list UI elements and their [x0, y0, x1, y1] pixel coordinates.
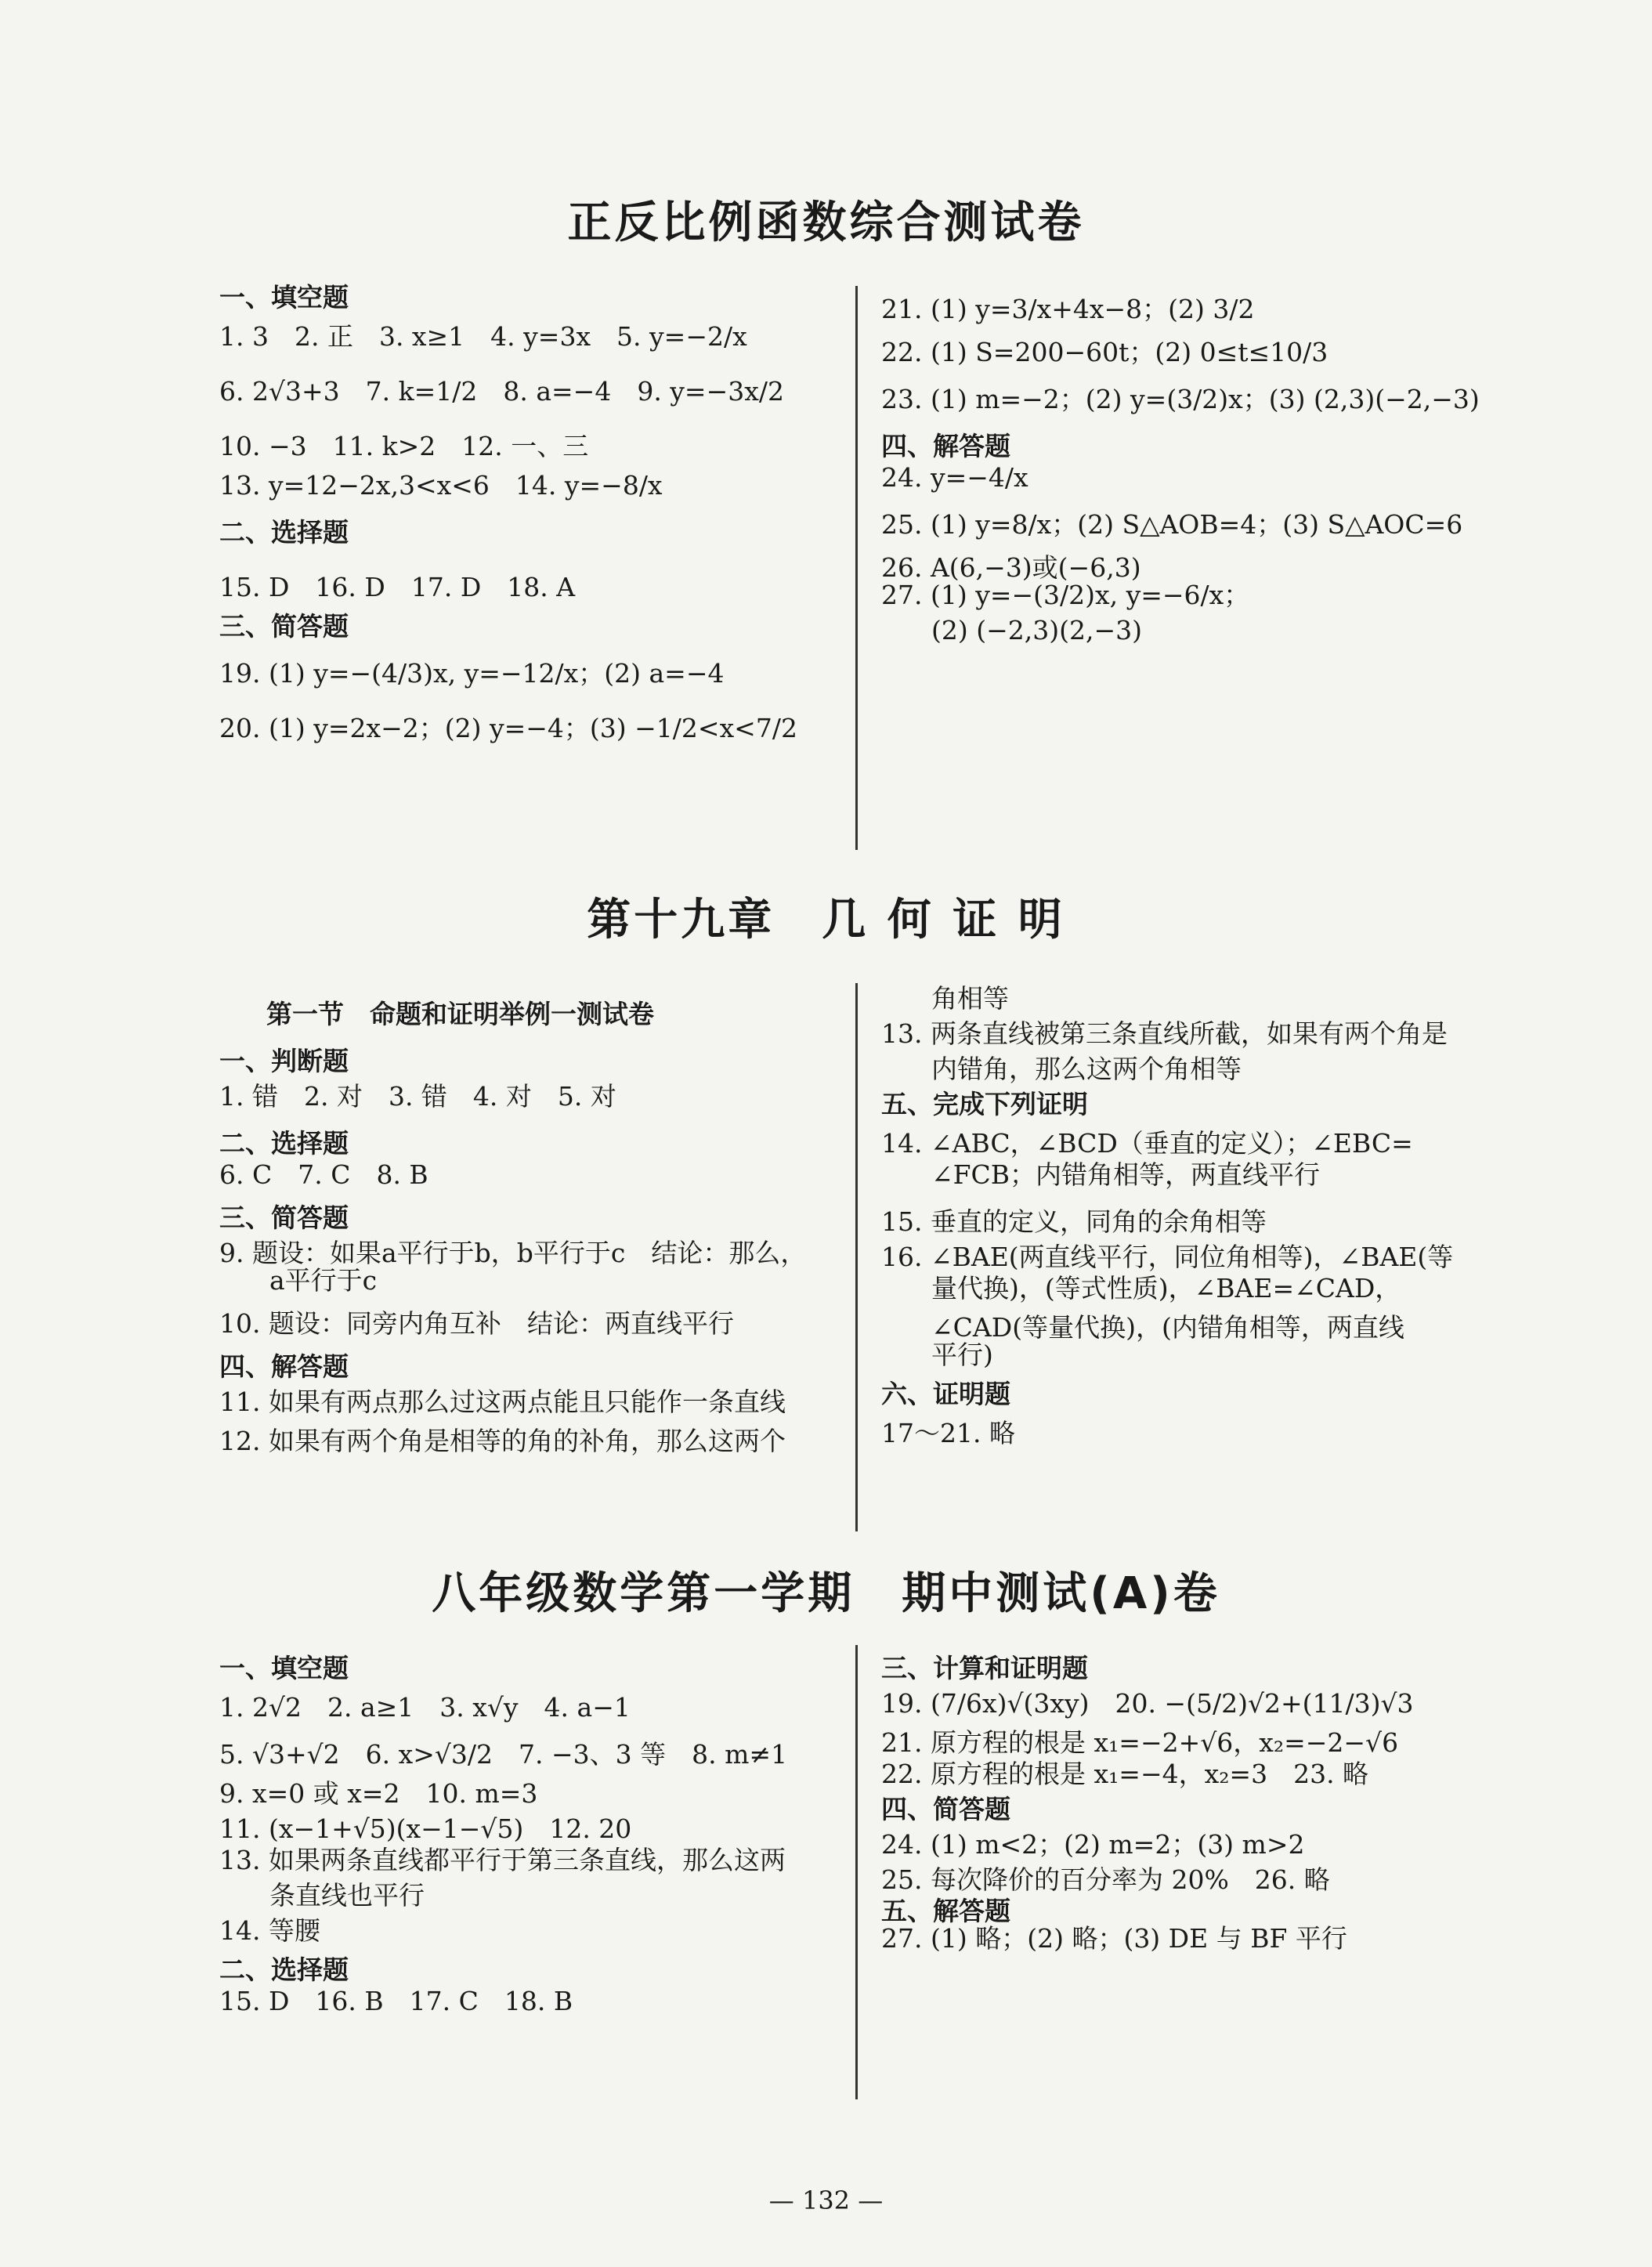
- page-number: — 132 —: [768, 2186, 884, 2215]
- answer-line: 16. ∠BAE(两直线平行，同位角相等)，∠BAE(等: [881, 1242, 1454, 1272]
- answer-line: 21. (1) y=3/x+4x−8；(2) 3/2: [881, 294, 1255, 324]
- question-section-heading: 一、填空题: [219, 1653, 349, 1683]
- question-section-heading: 四、解答题: [219, 1351, 349, 1382]
- question-section-heading: 五、解答题: [881, 1896, 1010, 1926]
- answer-line: 23. (1) m=−2；(2) y=(3/2)x；(3) (2,3)(−2,−3): [881, 384, 1480, 414]
- answer-line: 11. 如果有两点那么过这两点能且只能作一条直线: [219, 1387, 786, 1417]
- answer-line: 25. 每次降价的百分率为 20% 26. 略: [881, 1864, 1330, 1895]
- answer-line: ∠CAD(等量代换)，(内错角相等，两直线: [931, 1312, 1404, 1343]
- column-divider: [855, 983, 858, 1531]
- answer-line: 14. 等腰: [219, 1915, 320, 1946]
- answer-line: 12. 如果有两个角是相等的角的补角，那么这两个: [219, 1426, 786, 1456]
- question-section-heading: 四、解答题: [881, 431, 1010, 461]
- question-section-heading: 一、判断题: [219, 1046, 349, 1076]
- answer-line: 15. 垂直的定义，同角的余角相等: [881, 1206, 1267, 1237]
- question-section-heading: 二、选择题: [219, 1128, 349, 1159]
- column-divider: [855, 1645, 858, 2099]
- section-title-1: 正反比例函数综合测试卷: [567, 197, 1085, 248]
- answer-line: 10. 题设：同旁内角互补 结论：两直线平行: [219, 1308, 734, 1339]
- answer-line: 9. 题设：如果a平行于b，b平行于c 结论：那么，: [219, 1238, 807, 1268]
- answer-line: 24. y=−4/x: [881, 462, 1028, 493]
- answer-line: 27. (1) y=−(3/2)x, y=−6/x；: [881, 580, 1250, 610]
- question-section-heading: 二、选择题: [219, 517, 349, 548]
- question-section-heading: 五、完成下列证明: [881, 1089, 1088, 1119]
- answer-line: 6. 2√3+3 7. k=1/2 8. a=−4 9. y=−3x/2: [219, 376, 784, 407]
- question-section-heading: 二、选择题: [219, 1954, 349, 1985]
- answer-line: 17～21. 略: [881, 1418, 1015, 1448]
- answer-line: 25. (1) y=8/x；(2) S△AOB=4；(3) S△AOC=6: [881, 509, 1463, 540]
- answer-line: 10. −3 11. k>2 12. 一、三: [219, 431, 589, 461]
- answer-line: 1. 错 2. 对 3. 错 4. 对 5. 对: [219, 1081, 616, 1112]
- answer-line: 13. y=12−2x,3<x<6 14. y=−8/x: [219, 470, 663, 501]
- subsection-title: 第一节 命题和证明举例一测试卷: [266, 999, 654, 1029]
- answer-line: 22. (1) S=200−60t；(2) 0≤t≤10/3: [881, 337, 1328, 367]
- section-title-3: 八年级数学第一学期 期中测试(A)卷: [432, 1568, 1220, 1619]
- answer-line: 19. (7/6x)√(3xy) 20. −(5/2)√2+(11/3)√3: [881, 1688, 1414, 1719]
- answer-line: 9. x=0 或 x=2 10. m=3: [219, 1778, 538, 1809]
- answer-line: a平行于c: [269, 1265, 378, 1296]
- answer-line: (2) (−2,3)(2,−3): [931, 615, 1142, 645]
- answer-line: 13. 如果两条直线都平行于第三条直线，那么这两: [219, 1845, 786, 1875]
- answer-line: 角相等: [931, 983, 1009, 1014]
- answer-line: 19. (1) y=−(4/3)x, y=−12/x；(2) a=−4: [219, 658, 725, 689]
- answer-line: 22. 原方程的根是 x₁=−4，x₂=3 23. 略: [881, 1759, 1369, 1789]
- section-title-2: 第十九章 几 何 证 明: [587, 895, 1065, 945]
- answer-line: 条直线也平行: [269, 1880, 425, 1911]
- answer-line: 20. (1) y=2x−2；(2) y=−4；(3) −1/2<x<7/2: [219, 713, 797, 743]
- answer-line: 15. D 16. D 17. D 18. A: [219, 572, 576, 602]
- question-section-heading: 三、计算和证明题: [881, 1653, 1088, 1683]
- answer-line: 26. A(6,−3)或(−6,3): [881, 552, 1141, 583]
- column-divider: [855, 286, 858, 850]
- answer-line: 内错角，那么这两个角相等: [931, 1054, 1242, 1084]
- answer-line: 24. (1) m<2；(2) m=2；(3) m>2: [881, 1829, 1305, 1860]
- answer-line: 11. (x−1+√5)(x−1−√5) 12. 20: [219, 1813, 632, 1844]
- answer-line: 13. 两条直线被第三条直线所截，如果有两个角是: [881, 1018, 1448, 1049]
- answer-line: ∠FCB；内错角相等，两直线平行: [931, 1159, 1321, 1190]
- question-section-heading: 三、简答题: [219, 611, 349, 642]
- answer-line: 平行): [931, 1340, 993, 1370]
- question-section-heading: 六、证明题: [881, 1379, 1010, 1409]
- answer-line: 14. ∠ABC，∠BCD（垂直的定义）；∠EBC=: [881, 1128, 1413, 1159]
- answer-line: 1. 2√2 2. a≥1 3. x√y 4. a−1: [219, 1692, 631, 1723]
- answer-line: 15. D 16. B 17. C 18. B: [219, 1986, 573, 2016]
- answer-line: 1. 3 2. 正 3. x≥1 4. y=3x 5. y=−2/x: [219, 321, 747, 352]
- answer-line: 5. √3+√2 6. x>√3/2 7. −3、3 等 8. m≠1: [219, 1739, 788, 1770]
- question-section-heading: 一、填空题: [219, 282, 349, 313]
- answer-line: 量代换)，(等式性质)，∠BAE=∠CAD，: [931, 1273, 1401, 1303]
- answer-line: 21. 原方程的根是 x₁=−2+√6，x₂=−2−√6: [881, 1727, 1399, 1758]
- question-section-heading: 三、简答题: [219, 1202, 349, 1233]
- answer-line: 6. C 7. C 8. B: [219, 1159, 428, 1190]
- answer-line: 27. (1) 略；(2) 略；(3) DE 与 BF 平行: [881, 1923, 1347, 1954]
- question-section-heading: 四、简答题: [881, 1794, 1010, 1824]
